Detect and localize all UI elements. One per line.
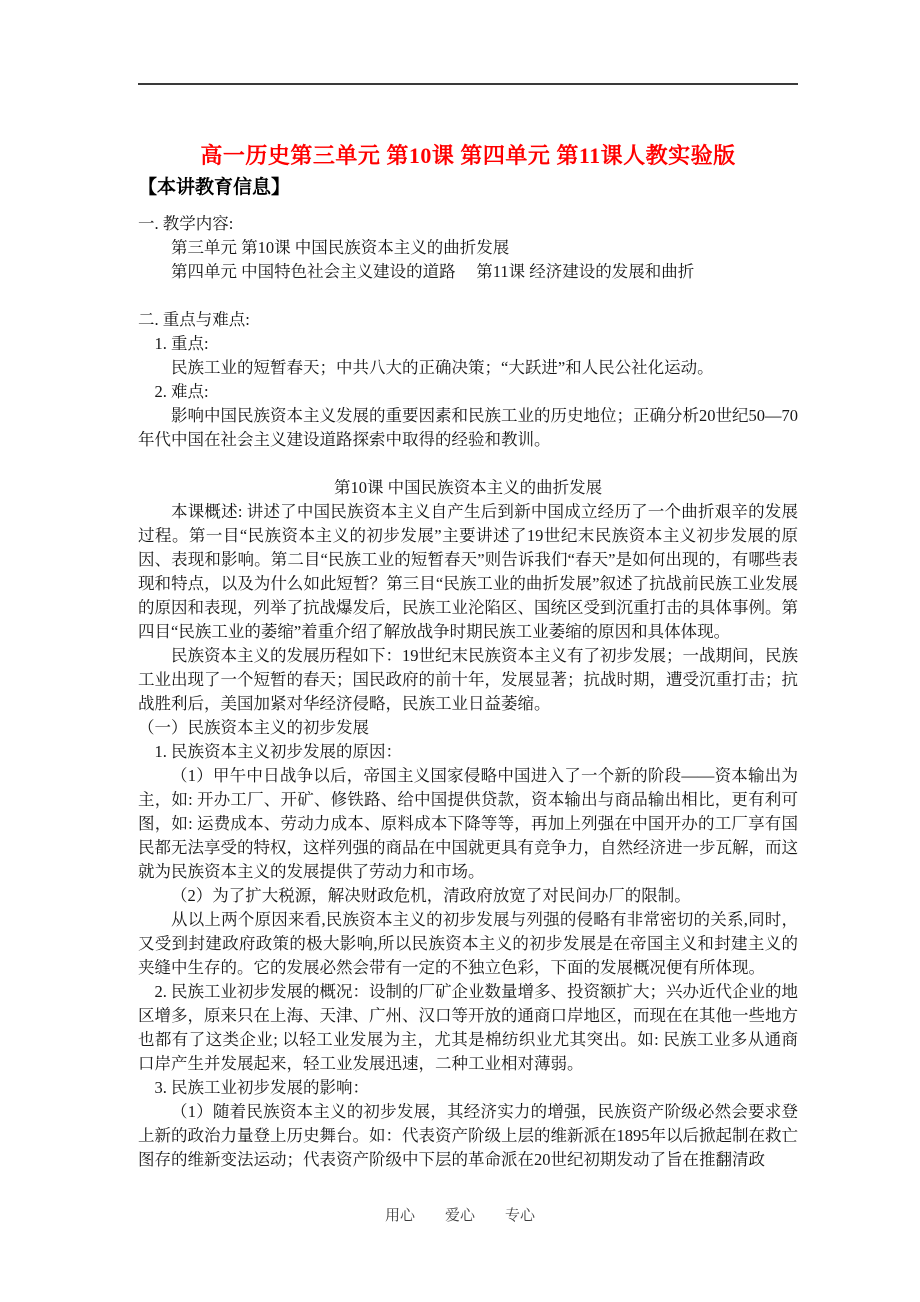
page-title: 高一历史第三单元 第10课 第四单元 第11课人教实验版	[200, 143, 736, 168]
paragraph: 第四单元 中国特色社会主义建设的道路 第11课 经济建设的发展和曲折	[171, 262, 695, 281]
paragraph: 本课概述: 讲述了中国民族资本主义自产生后到新中国成立经历了一个曲折艰辛的发展过程。第一目“民族资本主义的初步发展”主要讲述了19世纪末民族资本主义初步发展的原因、表现和影响。第二目“民族工业的短暂春天”则告诉我们“春天”是如何出现的，有哪些表现和特点，以及为什么如此短暂？第三目“民族工业的曲折发展”叙述了抗战前民族工业发展的原因和表现，列举了抗战爆发后，民族工业沦陷区、国统区受到沉重打击的具体事例。第四目“民族工业的萎缩”着重介绍了解放战争时期民族工业萎缩的原因和具体体现。	[138, 502, 798, 641]
paragraph: 一. 教学内容:	[138, 214, 234, 233]
paragraph: （1）随着民族资本主义的初步发展，其经济实力的增强，民族资产阶级必然会要求登上新的政治力量登上历史舞台。如：代表资产阶级上层的维新派在1895年以后掀起制在救亡图存的维新变法运动；代表资产阶级中下层的革命派在20世纪初期发动了旨在推翻清政	[138, 1102, 798, 1169]
header-rule	[138, 83, 798, 85]
paragraph: 1. 民族资本主义初步发展的原因：	[154, 742, 402, 761]
paragraph: （2）为了扩大税源，解决财政危机，清政府放宽了对民间办厂的限制。	[171, 886, 691, 905]
paragraph: 第三单元 第10课 中国民族资本主义的曲折发展	[171, 238, 510, 257]
paragraph: 3. 民族工业初步发展的影响：	[154, 1078, 369, 1097]
section-header: 【本讲教育信息】	[138, 177, 291, 198]
paragraph: （1）甲午中日战争以后，帝国主义国家侵略中国进入了一个新的阶段——资本输出为主，如: 开办工厂、开矿、修铁路、给中国提供贷款，资本输出与商品输出相比，更有利可图，如: 运费成本、劳动力成本、原料成本下降等等，再加上列强在中国开办的工厂享有国民都无法享受的特权，这样列强的商品在中国就更具有竞争力，自然经济进一步瓦解，而这就为民族资本主义的发展提供了劳动力和市场。	[138, 766, 798, 881]
paragraph: 影响中国民族资本主义发展的重要因素和民族工业的历史地位；正确分析20世纪50—70年代中国在社会主义建设道路探索中取得的经验和教训。	[138, 406, 798, 449]
body-text	[138, 212, 798, 1172]
paragraph: 从以上两个原因来看,民族资本主义的初步发展与列强的侵略有非常密切的关系,同时，又受到封建政府政策的极大影响,所以民族资本主义的初步发展是在帝国主义和封建主义的夹缝中生存的。它的发展必然会带有一定的不独立色彩，下面的发展概况便有所体现。	[138, 910, 798, 977]
paragraph: 民族工业的短暂春天；中共八大的正确决策；“大跃进”和人民公社化运动。	[171, 358, 714, 377]
paragraph: 2. 民族工业初步发展的概况：设制的厂矿企业数量增多、投资额扩大；兴办近代企业的地区增多，原来只在上海、天津、广州、汉口等开放的通商口岸地区，而现在在其他一些地方也都有了这类企业; 以轻工业发展为主，尤其是棉纺织业尤其突出。如: 民族工业多从通商口岸产生并发展起来，轻工业发展迅速，二种工业相对薄弱。	[138, 982, 798, 1073]
paragraph: 2. 难点:	[154, 382, 209, 401]
paragraph: 1. 重点:	[154, 334, 209, 353]
blank-line	[138, 452, 798, 476]
blank-line	[138, 284, 798, 308]
lesson-heading: 第10课 中国民族资本主义的曲折发展	[333, 478, 603, 497]
paragraph: 二. 重点与难点:	[138, 310, 250, 329]
footer-word: 爱心	[444, 1208, 475, 1224]
page-content	[138, 140, 798, 1172]
paragraph: （一）民族资本主义的初步发展	[138, 718, 369, 737]
footer-word: 专心	[505, 1208, 536, 1224]
page-footer	[0, 1206, 920, 1226]
paragraph: 民族资本主义的发展历程如下：19世纪末民族资本主义有了初步发展；一战期间，民族工业出现了一个短暂的春天；国民政府的前十年，发展显著；抗战时期，遭受沉重打击；抗战胜利后，美国加紧对华经济侵略，民族工业日益萎缩。	[138, 646, 798, 713]
footer-word: 用心	[384, 1208, 415, 1224]
